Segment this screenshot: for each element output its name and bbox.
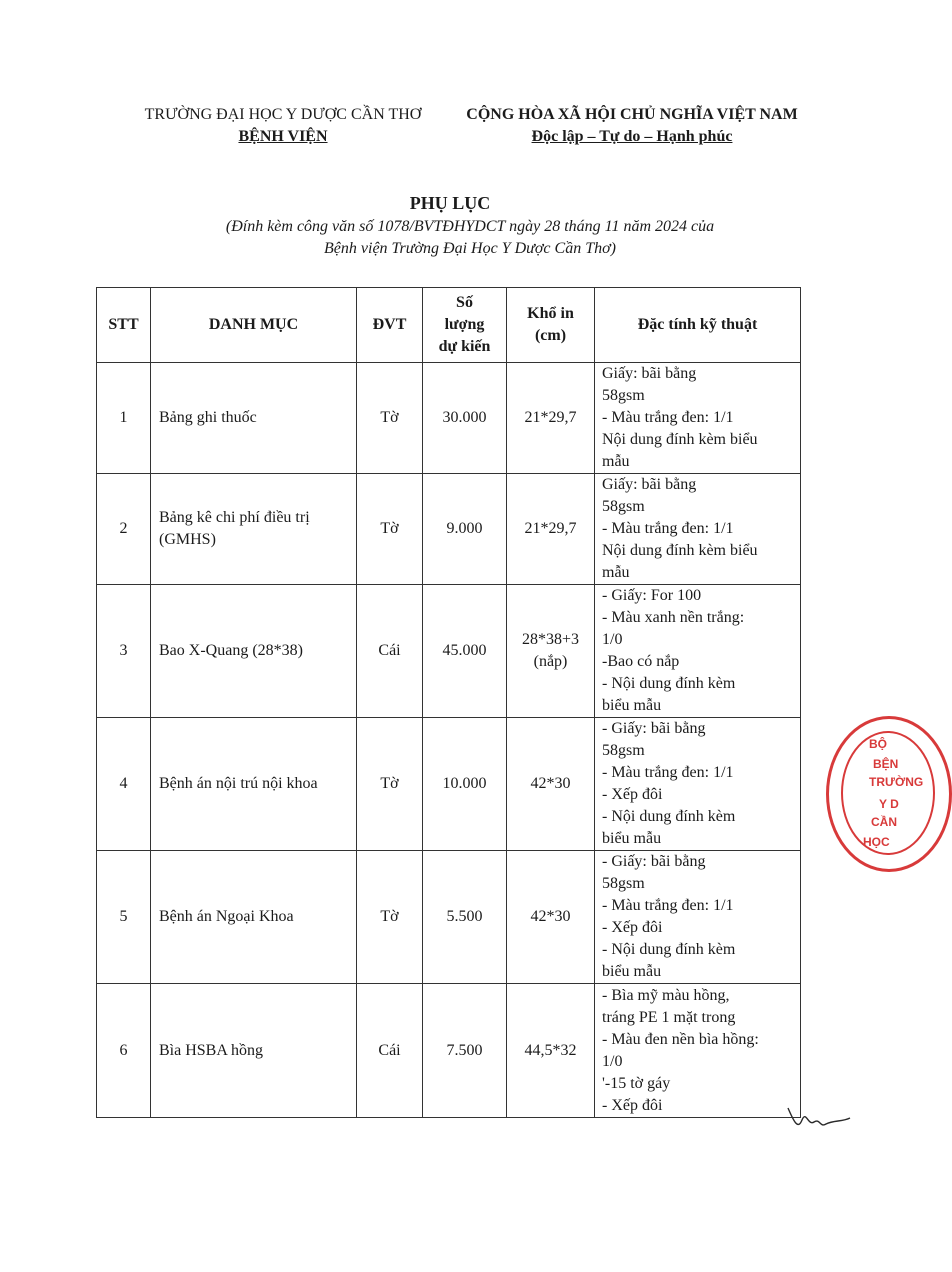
subtitle-line-1: (Đính kèm công văn số 1078/BVTĐHYDCT ngày 28 tháng 11 năm 2024 của	[225, 218, 715, 235]
page-title: PHỤ LỤC	[409, 193, 491, 213]
cell-unit: Cái	[357, 984, 423, 1118]
spec-line: - Giấy: bãi bằng	[602, 853, 706, 870]
cell-unit: Cái	[357, 585, 423, 718]
spec-line: Giấy: bãi bằng	[602, 365, 697, 382]
issuer-university: TRƯỜNG ĐẠI HỌC Y DƯỢC CẦN THƠ	[144, 106, 422, 123]
cell-size: 21*29,7	[507, 363, 595, 474]
official-red-stamp	[826, 716, 952, 872]
cell-qty: 30.000	[423, 363, 507, 474]
header-qty-line: dự kiến	[438, 338, 491, 355]
header-size-line: Khổ in	[527, 305, 574, 322]
table-row	[97, 363, 801, 474]
cell-size: 21*29,7	[507, 474, 595, 585]
table-header-row	[97, 288, 801, 363]
spec-line: - Màu trắng đen: 1/1	[602, 520, 734, 537]
spec-line: - Giấy: For 100	[602, 587, 702, 604]
spec-line: - Nội dung đính kèm	[602, 808, 736, 825]
cell-name: Bảng kê chi phí điều trị (GMHS)	[151, 474, 357, 585]
cell-spec	[595, 585, 801, 718]
stamp-text: HỌC	[863, 835, 890, 849]
header-size	[507, 288, 595, 363]
cell-qty: 9.000	[423, 474, 507, 585]
cell-size: 44,5*32	[507, 984, 595, 1118]
spec-line: - Xếp đôi	[602, 786, 663, 803]
cell-stt: 3	[97, 585, 151, 718]
cell-spec	[595, 474, 801, 585]
cell-qty: 45.000	[423, 585, 507, 718]
issuer-block	[118, 104, 448, 148]
header-unit: ĐVT	[357, 288, 423, 363]
cell-name: Bệnh án nội trú nội khoa	[151, 718, 357, 851]
cell-spec	[595, 984, 801, 1118]
table-row	[97, 851, 801, 984]
spec-line: -Bao có nắp	[602, 653, 680, 670]
cell-size: 42*30	[507, 718, 595, 851]
national-motto: Độc lập – Tự do – Hạnh phúc	[531, 128, 733, 145]
cell-spec	[595, 851, 801, 984]
cell-name: Bảng ghi thuốc	[151, 363, 357, 474]
cell-name: Bệnh án Ngoại Khoa	[151, 851, 357, 984]
cell-size: 42*30	[507, 851, 595, 984]
table-body	[97, 363, 801, 1118]
spec-line: Nội dung đính kèm biểu	[602, 542, 758, 559]
header-qty	[423, 288, 507, 363]
cell-stt: 4	[97, 718, 151, 851]
cell-stt: 5	[97, 851, 151, 984]
stamp-text: CẦN	[871, 815, 897, 829]
cell-stt: 1	[97, 363, 151, 474]
cell-qty: 7.500	[423, 984, 507, 1118]
national-title: CỘNG HÒA XÃ HỘI CHỦ NGHĨA VIỆT NAM	[466, 106, 798, 123]
cell-size: 28*38+3 (nắp)	[507, 585, 595, 718]
spec-line: - Bìa mỹ màu hồng,	[602, 986, 730, 1004]
spec-line: - Xếp đôi	[602, 919, 663, 936]
table-row	[97, 718, 801, 851]
spec-line: tráng PE 1 mặt trong	[602, 1008, 736, 1026]
cell-unit: Tờ	[357, 851, 423, 984]
spec-line: - Màu trắng đen: 1/1	[602, 409, 734, 426]
spec-line: - Nội dung đính kèm	[602, 941, 736, 958]
spec-line: - Màu xanh nền trắng:	[602, 609, 745, 626]
stamp-text: Y D	[879, 797, 899, 811]
stamp-text: BỆN	[873, 757, 899, 771]
cell-unit: Tờ	[357, 474, 423, 585]
cell-unit: Tờ	[357, 718, 423, 851]
table-row	[97, 474, 801, 585]
page-subtitle	[130, 216, 810, 260]
spec-line: 1/0	[602, 1052, 623, 1070]
cell-spec	[595, 718, 801, 851]
spec-line: Giấy: bãi bằng	[602, 476, 697, 493]
spec-line: 58gsm	[602, 742, 645, 759]
header-qty-line: lượng	[444, 316, 485, 333]
spec-line: 58gsm	[602, 498, 645, 515]
stamp-text: BỘ	[869, 737, 887, 751]
header-qty-line: Số	[456, 294, 473, 311]
national-motto-block	[432, 104, 832, 148]
spec-line: biểu mẫu	[602, 697, 662, 714]
header-stt: STT	[97, 288, 151, 363]
appendix-table	[96, 287, 801, 1118]
spec-line: - Màu trắng đen: 1/1	[602, 764, 734, 781]
spec-line: Nội dung đính kèm biểu	[602, 431, 758, 448]
cell-name: Bìa HSBA hồng	[151, 984, 357, 1118]
header-name: DANH MỤC	[151, 288, 357, 363]
cell-name: Bao X-Quang (28*38)	[151, 585, 357, 718]
spec-line: - Màu đen nền bìa hồng:	[602, 1030, 759, 1048]
stamp-text: TRƯỜNG	[869, 775, 924, 789]
cell-stt: 2	[97, 474, 151, 585]
spec-line: 1/0	[602, 631, 623, 648]
cell-unit: Tờ	[357, 363, 423, 474]
issuer-hospital: BỆNH VIỆN	[238, 128, 328, 145]
spec-line: 58gsm	[602, 387, 645, 404]
spec-line: mẫu	[602, 564, 630, 581]
spec-line: - Giấy: bãi bằng	[602, 720, 706, 737]
cell-stt: 6	[97, 984, 151, 1118]
initials-signature	[784, 1100, 854, 1140]
cell-qty: 10.000	[423, 718, 507, 851]
header-spec: Đặc tính kỹ thuật	[595, 288, 801, 363]
spec-line: - Xếp đôi	[602, 1096, 663, 1114]
table-row	[97, 585, 801, 718]
cell-spec	[595, 363, 801, 474]
spec-line: biểu mẫu	[602, 830, 662, 847]
spec-line: - Nội dung đính kèm	[602, 675, 736, 692]
spec-line: '-15 tờ gáy	[602, 1074, 671, 1092]
spec-line: 58gsm	[602, 875, 645, 892]
cell-qty: 5.500	[423, 851, 507, 984]
header-size-line: (cm)	[534, 327, 567, 344]
subtitle-line-2: Bệnh viện Trường Đại Học Y Dược Cần Thơ)	[324, 240, 616, 257]
spec-line: biểu mẫu	[602, 963, 662, 980]
table-row	[97, 984, 801, 1118]
spec-line: - Màu trắng đen: 1/1	[602, 897, 734, 914]
spec-line: mẫu	[602, 453, 630, 470]
